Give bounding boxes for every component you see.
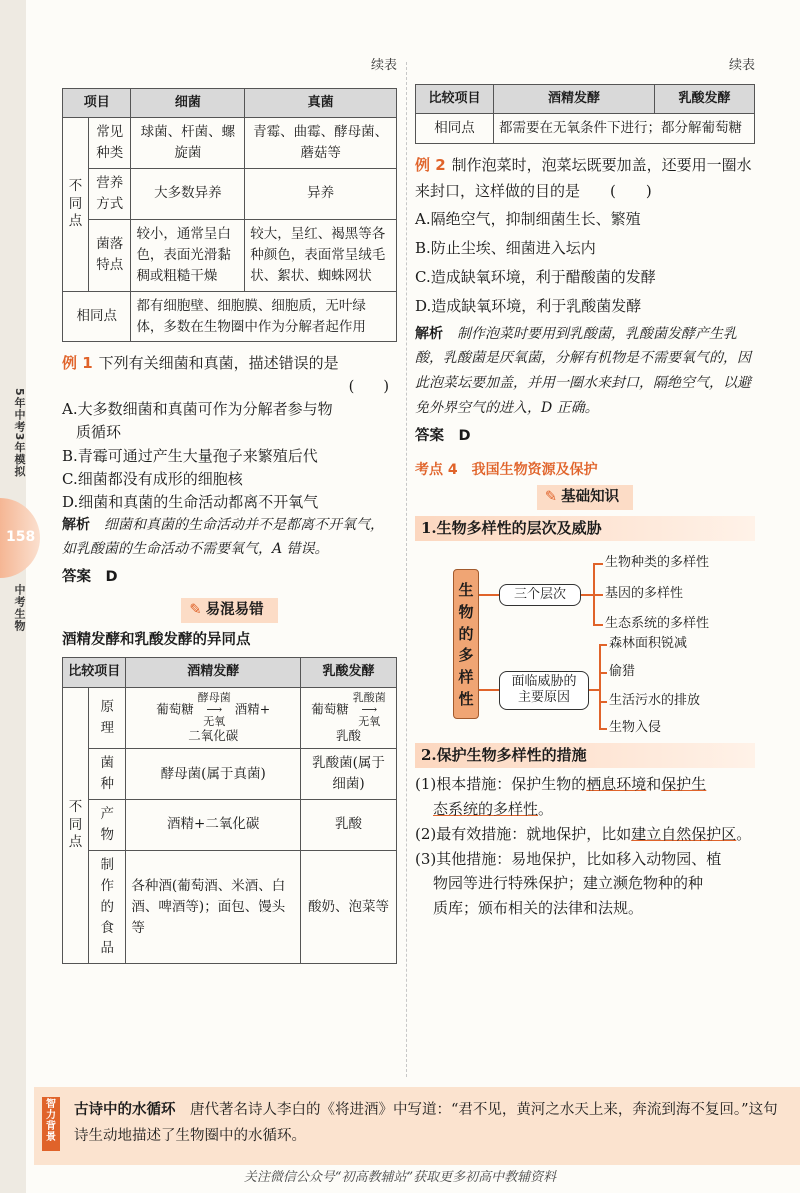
option-c: C.细菌都没有成形的细胞核	[62, 469, 243, 488]
table-row	[63, 687, 397, 749]
subject-label: 中考生物	[13, 584, 26, 632]
table-header-row	[63, 89, 397, 118]
table-header: 乳酸发酵	[655, 85, 755, 114]
analysis-text: 细菌和真菌的生命活动并不是都离不开氧气，如乳酸菌的生命活动不需要氧气，A 错误。	[62, 517, 384, 558]
left-column	[62, 56, 397, 964]
answer-value: D	[105, 569, 118, 585]
group-label	[63, 118, 89, 291]
table-header-row	[416, 85, 755, 114]
table-cell: 酒精+二氧化碳	[126, 799, 301, 850]
biodiversity-diagram	[415, 547, 755, 737]
group-label	[63, 687, 89, 964]
threats-box	[499, 671, 589, 710]
arrow-icon: ⟶	[206, 702, 223, 716]
example-tag: 例 1	[62, 354, 93, 373]
footer-body: 唐代著名诗人李白的《将进酒》中写道：“君不见，黄河之水天上来，奔流到海不复回。”这句诗生动地描述了生物圈中的水循环。	[74, 1102, 778, 1145]
measure-2	[415, 822, 755, 847]
answer-label: 答案	[415, 428, 444, 445]
alcohol-principle-cell	[126, 687, 301, 749]
reactant: 葡萄糖	[156, 701, 194, 717]
bottom-note: 关注微信公众号“初高教辅站”获取更多初高中教辅资料	[243, 1170, 557, 1185]
product-cont: 二氧化碳	[188, 727, 239, 743]
diagram-root	[453, 569, 479, 719]
row-label: 菌种	[89, 749, 126, 800]
table-header: 酒精发酵	[126, 658, 301, 687]
box-line: 主要原因	[517, 690, 570, 706]
connector	[581, 594, 593, 596]
product: 乳酸	[335, 727, 361, 743]
connector	[599, 644, 601, 729]
fermentation-table	[62, 657, 397, 964]
option-d: D.细菌和真菌的生命活动都离不开氧气	[62, 493, 319, 512]
column-divider	[406, 62, 407, 1077]
root-char: 样	[458, 668, 474, 687]
root-char: 物	[458, 602, 474, 621]
reactant: 葡萄糖	[311, 701, 349, 717]
row-label: 原理	[89, 687, 126, 749]
answer	[62, 566, 397, 588]
arrow-icon: ⟶	[361, 702, 378, 716]
option-a-cont: 质循环	[76, 423, 122, 442]
series-label: 5年中考3年模拟	[13, 388, 26, 478]
lactic-equation	[306, 692, 391, 728]
root-char: 生	[458, 581, 474, 600]
analysis-text: 制作泡菜时要用到乳酸菌，乳酸菌发酵产生乳酸，乳酸菌是厌氧菌，分解有机物是不需要氧气的，因此泡菜坛要加盖，并用一圈水来封口，隔绝空气，以避免外界空气的进入，D 正确。	[415, 325, 751, 417]
bacteria-fungi-table	[62, 88, 397, 342]
measure-text: (2)最有效措施：就地保护，比如	[415, 824, 632, 843]
answer-paren: ( )	[348, 378, 389, 395]
analysis-label: 解析	[415, 325, 443, 342]
table-row	[63, 118, 397, 169]
root-char: 的	[458, 624, 474, 643]
alcohol-equation	[131, 692, 295, 728]
badge-wrap	[415, 485, 755, 509]
answer-value: D	[458, 428, 471, 445]
analysis-label: 解析	[62, 517, 90, 534]
table-row	[63, 219, 397, 291]
table-cell: 较大，呈红、褐黑等各种颜色，表面常呈绒毛状、絮状、蜘蛛网状	[245, 219, 397, 291]
measure-key: 保护生	[661, 775, 707, 794]
badge-text: 基础知识	[561, 489, 620, 506]
continued-label: 续表	[370, 58, 397, 73]
table-header: 项目	[63, 89, 131, 118]
connector	[593, 594, 603, 596]
measure-3-cont: 质库；颁布相关的法律和法规。	[433, 899, 644, 918]
option-a: A.隔绝空气，抑制细菌生长、繁殖	[415, 209, 641, 228]
example2-question	[415, 152, 755, 205]
table-row	[63, 291, 397, 342]
measure-1	[415, 772, 755, 797]
connector	[589, 689, 599, 691]
analysis	[62, 514, 397, 562]
table-cell: 乳酸菌(属于细菌)	[301, 749, 397, 800]
table-row	[63, 799, 397, 850]
footer-tag: 智力背景	[42, 1097, 60, 1151]
section-heading: 1.生物多样性的层次及威胁	[415, 516, 755, 541]
group-label-text: 不同点	[68, 178, 83, 230]
table-header: 比较项目	[416, 85, 494, 114]
question-text: 制作泡菜时，泡菜坛既要加盖，还要用一圈水来封口，这样做的目的是	[415, 156, 752, 201]
measure-3-cont: 物园等进行特殊保护；建立濒危物种的种	[433, 874, 704, 893]
table-cell: 青霉、曲霉、酵母菌、蘑菇等	[245, 118, 397, 169]
fermentation-table-cont	[415, 84, 755, 144]
table-cell: 各种酒(葡萄酒、米酒、白酒、啤酒等)；面包、馒头等	[126, 850, 301, 964]
diagram-leaf: 生活污水的排放	[609, 693, 701, 709]
option-d: D.造成缺氧环境，利于乳酸菌发酵	[415, 297, 642, 316]
enzyme-label: 乳酸菌	[352, 690, 386, 704]
option-b: B.防止尘埃、细菌进入坛内	[415, 238, 596, 257]
measure-key: 栖息环境	[586, 775, 647, 794]
right-column	[415, 56, 755, 921]
diagram-leaf: 偷猎	[609, 664, 636, 680]
connector	[593, 624, 603, 626]
footer-text	[74, 1097, 786, 1149]
connector	[593, 563, 603, 565]
row-label: 相同点	[63, 291, 131, 342]
table-row	[416, 114, 755, 144]
diagram-leaf: 生态系统的多样性	[605, 616, 710, 632]
table-cell: 球菌、杆菌、螺旋菌	[131, 118, 245, 169]
table-cell: 酵母菌(属于真菌)	[126, 749, 301, 800]
table-cell: 都需要在无氧条件下进行；都分解葡萄糖	[494, 114, 755, 144]
connector	[479, 689, 499, 691]
row-label: 营养方式	[89, 168, 131, 219]
badge-wrap	[62, 598, 397, 622]
condition-label: 无氧	[203, 714, 226, 728]
table-header: 真菌	[245, 89, 397, 118]
reaction-arrow	[353, 692, 386, 728]
confusion-badge	[181, 598, 277, 622]
table-row	[63, 749, 397, 800]
measure-key: 建立自然保护区	[631, 824, 737, 843]
example-tag: 例 2	[415, 156, 446, 175]
row-label: 菌落特点	[89, 219, 131, 291]
comparison-subtitle: 酒精发酵和乳酸发酵的异同点	[62, 631, 251, 648]
table-header: 酒精发酵	[494, 85, 655, 114]
levels-box: 三个层次	[499, 584, 581, 606]
connector	[599, 672, 607, 674]
continued-label: 续表	[728, 58, 755, 73]
reaction-arrow	[198, 692, 231, 728]
footer-title: 古诗中的水循环	[74, 1102, 176, 1118]
connector	[599, 701, 607, 703]
product: 酒精+	[234, 701, 271, 717]
table-row	[63, 850, 397, 964]
measure-text: 。	[736, 824, 752, 843]
basics-badge	[537, 485, 633, 509]
question-text: 下列有关细菌和真菌，描述错误的是	[98, 354, 339, 373]
page-number: 158	[6, 529, 36, 545]
table-row	[63, 168, 397, 219]
table-cell: 酸奶、泡菜等	[301, 850, 397, 964]
pen-icon: ✎	[544, 489, 558, 506]
table-cell: 异养	[245, 168, 397, 219]
option-a: A.大多数细菌和真菌可作为分解者参与物	[62, 400, 333, 419]
table-header: 比较项目	[63, 658, 126, 687]
topic-title: 考点 4 我国生物资源及保护	[415, 461, 598, 478]
diagram-leaf: 生物种类的多样性	[605, 555, 710, 571]
box-line: 面临威胁的	[511, 674, 577, 690]
example1-question	[62, 352, 397, 375]
table-header: 乳酸发酵	[301, 658, 397, 687]
row-label: 产物	[89, 799, 126, 850]
lactic-principle-cell	[301, 687, 397, 749]
row-label: 相同点	[416, 114, 494, 144]
diagram-leaf: 生物入侵	[609, 720, 662, 736]
answer	[415, 425, 755, 447]
measure-text: (1)根本措施：保护生物的	[415, 775, 587, 794]
connector	[599, 728, 607, 730]
measure-text: 和	[646, 775, 662, 794]
row-label: 常见种类	[89, 118, 131, 169]
root-char: 性	[458, 689, 474, 708]
connector	[479, 594, 499, 596]
diagram-leaf: 森林面积锐减	[609, 636, 688, 652]
condition-label: 无氧	[358, 714, 381, 728]
enzyme-label: 酵母菌	[197, 690, 231, 704]
group-label-text: 不同点	[68, 799, 83, 851]
table-header: 细菌	[131, 89, 245, 118]
section-heading: 2.保护生物多样性的措施	[415, 743, 755, 768]
row-label: 制作的食品	[89, 850, 126, 964]
analysis	[415, 322, 755, 422]
table-cell: 乳酸	[301, 799, 397, 850]
badge-text: 易混易错	[205, 602, 264, 619]
root-char: 多	[458, 646, 474, 665]
background-footer	[34, 1087, 800, 1165]
measure-text: 。	[538, 800, 554, 819]
connector	[599, 644, 607, 646]
option-c: C.造成缺氧环境，利于醋酸菌的发酵	[415, 268, 656, 287]
option-b: B.青霉可通过产生大量孢子来繁殖后代	[62, 446, 318, 465]
answer-paren: ( )	[610, 182, 652, 201]
measure-3: (3)其他措施：易地保护，比如移入动物园、植	[415, 849, 722, 868]
measure-key: 态系统的多样性	[433, 800, 539, 819]
pen-icon: ✎	[189, 602, 202, 619]
measure-1-cont	[415, 797, 755, 822]
diagram-leaf: 基因的多样性	[605, 586, 684, 602]
table-cell: 都有细胞壁、细胞膜、细胞质，无叶绿体，多数在生物圈中作为分解者起作用	[131, 291, 397, 342]
table-header-row	[63, 658, 397, 687]
answer-label: 答案	[62, 569, 91, 585]
table-cell: 较小，通常呈白色，表面光滑黏稠或粗糙干燥	[131, 219, 245, 291]
table-cell: 大多数异养	[131, 168, 245, 219]
